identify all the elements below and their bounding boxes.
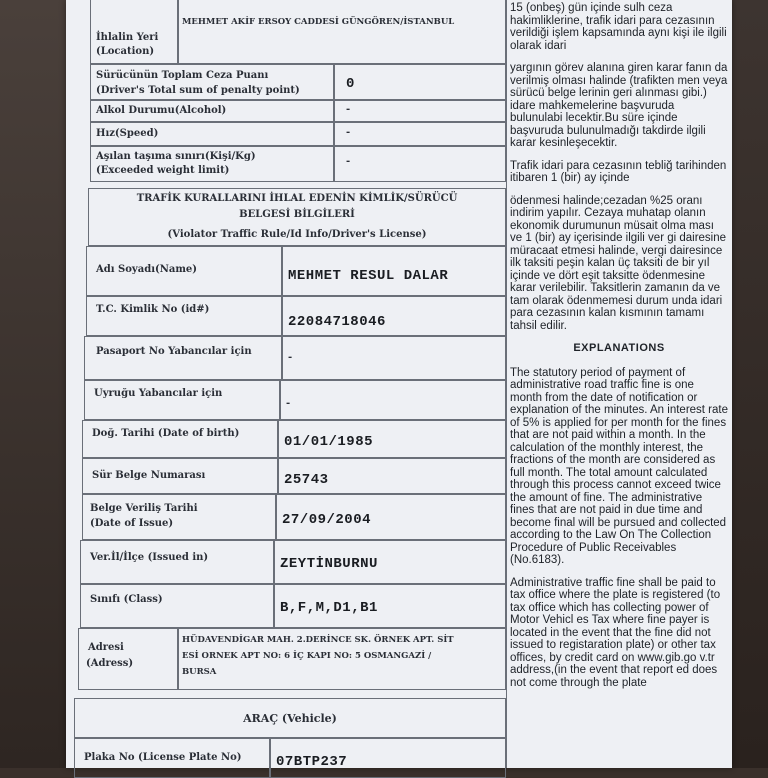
nationality-label-cell xyxy=(84,380,280,420)
issued-in-label: Ver.İl/İlçe (Issued in) xyxy=(90,552,209,563)
id-label: T.C. Kimlik No (id#) xyxy=(96,304,210,315)
payment-paragraph-tr-2: ödenmesi halinde;cezadan %25 oranı indirim yapılır. Cezaya muhatap olanın ekonomik durumunun müsait olma ması ve 1 (bir) ay içerisinde ilgili ver gi dairesine müracaat etmesi halinde, vergi dairesince ilk taksiti peşin kalan üç taksiti de bir yıl içinde ve dört eşit taksitte ödenmesine karar verilebilir. Taksitlerin zamanın da ve tam olarak ödenmemesi durum unda idari para cezasının kalan kısmının tamamı tahsil edilir. xyxy=(510,194,727,332)
address-label-tr: Adresi xyxy=(88,642,124,653)
issue-date-label-cell xyxy=(82,494,276,540)
background-right xyxy=(728,0,768,768)
appeal-paragraph-1: 15 (onbeş) gün içinde sulh ceza hakimliklerine, trafik idari para cezasının verildiği işlem kapsamında aynı kişi ile ilgili olarak idari xyxy=(510,2,727,52)
location-label-en: (Location) xyxy=(96,46,155,57)
penalty-label-tr: Sürücünün Toplam Ceza Puanı xyxy=(96,70,269,81)
location-value-cell xyxy=(178,0,506,64)
name-label: Adı Soyadı(Name) xyxy=(96,264,198,275)
violator-header-tr-1: TRAFİK KURALLARINI İHLAL EDENİN KİMLİK/SÜRÜCÜ xyxy=(136,193,458,204)
issue-date-label-tr: Belge Veriliş Tarihi xyxy=(90,503,198,514)
right-column xyxy=(506,0,732,768)
penalty-value: 0 xyxy=(346,76,355,92)
class-label-cell xyxy=(80,584,274,628)
vehicle-header: ARAÇ (Vehicle) xyxy=(243,712,337,725)
explanation-paragraph-2: Administrative traffic fine shall be paid to tax office where the plate is registered (to tax office which has collecting power of Motor Vehicl es Tax where fine payer is located in the event that the fine did not issued to registaration plate) or other tax offices, by credit card on www.gib.go v.tr address,(in the event that report ed does not come through the plate xyxy=(510,576,721,689)
penalty-label-en: (Driver's Total sum of penalty point) xyxy=(96,85,300,96)
alcohol-value-cell xyxy=(334,100,506,122)
alcohol-value: - xyxy=(346,104,351,115)
weight-value-cell xyxy=(334,146,506,182)
speed-value: - xyxy=(346,127,351,138)
birth-label: Doğ. Tarihi (Date of birth) xyxy=(92,428,240,439)
class-value: B,F,M,D1,B1 xyxy=(280,600,378,616)
speed-value-cell xyxy=(334,122,506,146)
explanations-title: EXPLANATIONS xyxy=(573,342,665,354)
weight-value: - xyxy=(346,156,351,167)
nationality-value: - xyxy=(286,398,291,409)
class-label: Sınıfı (Class) xyxy=(90,594,163,605)
id-value: 22084718046 xyxy=(288,314,386,330)
passport-label: Pasaport No Yabancılar için xyxy=(96,346,252,357)
plate-label: Plaka No (License Plate No) xyxy=(84,752,242,763)
violator-header-tr-2: BELGESİ BİLGİLERİ xyxy=(239,209,355,220)
plate-value: 07BTP237 xyxy=(276,754,348,770)
license-no-label: Sür Belge Numarası xyxy=(92,470,206,481)
alcohol-label: Alkol Durumu(Alcohol) xyxy=(96,105,227,116)
address-label-en: (Adress) xyxy=(86,658,134,669)
name-value: MEHMET RESUL DALAR xyxy=(288,268,449,284)
birth-value: 01/01/1985 xyxy=(284,434,374,450)
issue-date-label-en: (Date of Issue) xyxy=(90,518,174,529)
issue-date-value: 27/09/2004 xyxy=(282,512,372,528)
id-label-cell xyxy=(86,296,282,336)
address-line-1: HÜDAVENDİGAR MAH. 2.DERİNCE SK. ÖRNEK APT. SİT xyxy=(182,635,454,645)
payment-paragraph-tr-1: Trafik idari para cezasının tebliğ tarihinden itibaren 1 (bir) ay içinde xyxy=(510,159,727,184)
passport-value-cell xyxy=(282,336,506,380)
traffic-fine-document xyxy=(66,0,732,768)
speed-label: Hız(Speed) xyxy=(96,128,159,139)
explanation-paragraph-1: The statutory period of payment of administrative road traffic fine is one month from the date of notification or explanation of the minutes. An interest rate of 5% is applied for per month for the fines that are not paid within a month. In the calculation of the monthly interest, the fractions of the month are considered as full month. The total amount calculated through this process cannot exceed twice the amount of fine. The administrative fines that are not paid in due time and become final will be pursued and collected according to the Law On The Collection Procedure of Public Receivables (No.6183). xyxy=(510,366,728,566)
column-divider xyxy=(506,0,507,768)
nationality-value-cell xyxy=(280,380,506,420)
license-no-value: 25743 xyxy=(284,472,329,488)
issued-in-value: ZEYTİNBURNU xyxy=(280,556,378,572)
violator-header-en: (Violator Traffic Rule/Id Info/Driver's License) xyxy=(167,229,427,240)
address-line-3: BURSA xyxy=(182,667,217,677)
weight-label-en: (Exceeded weight limit) xyxy=(96,165,230,176)
location-value: MEHMET AKİF ERSOY CADDESİ GÜNGÖREN/İSTANBUL xyxy=(182,17,455,27)
appeal-paragraph-2: yargının görev alanına giren karar fanın da verilmiş olması halinde (trafikten men veya sürücü belge lerinin geri alınması gibi.) idare mahkemelerine başvuruda bulunulabi lecektir.Bu süre içinde başvuruda bulunulmadığı takdirde ilgili karar kesinleşecektir. xyxy=(510,62,728,149)
passport-label-cell xyxy=(84,336,282,380)
left-column xyxy=(70,0,506,768)
nationality-label: Uyruğu Yabancılar için xyxy=(94,388,223,399)
location-label-tr: İhlalin Yeri xyxy=(96,32,159,43)
weight-label-tr: Aşılan taşıma sınırı(Kişi/Kg) xyxy=(96,151,256,162)
penalty-value-cell xyxy=(334,64,506,100)
passport-value: - xyxy=(288,352,293,363)
address-line-2: ESİ ORNEK APT NO: 6 İÇ KAPI NO: 5 OSMANGAZİ / xyxy=(182,651,432,661)
